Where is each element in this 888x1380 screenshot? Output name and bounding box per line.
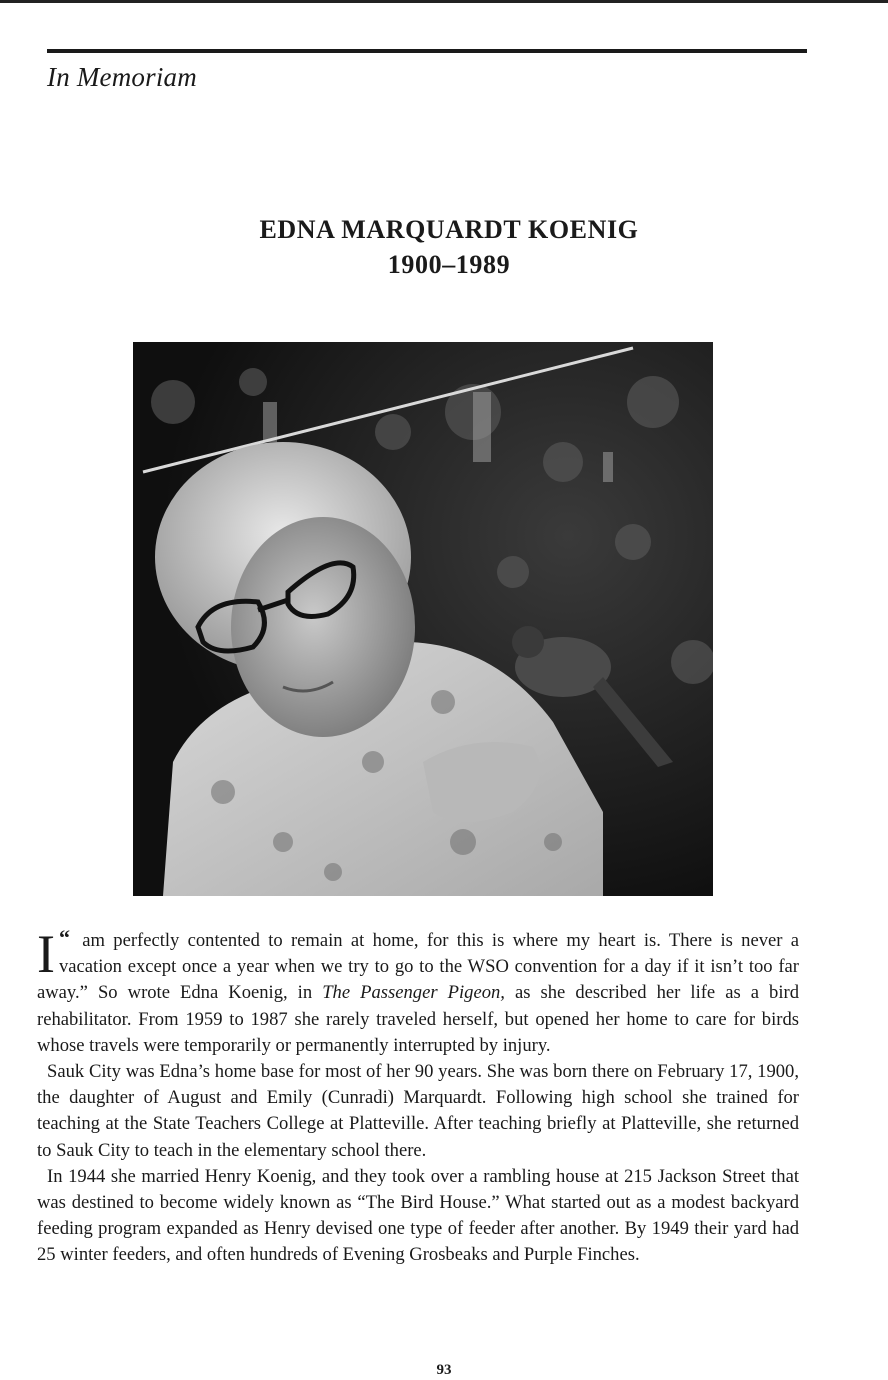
page-number: 93	[436, 1362, 452, 1378]
body-paragraph-2: Sauk City was Edna’s home base for most of her 90 years. She was born there on February 17, 1900, the daughter of August and Emily (Cunradi) Marquardt. Following high school she trained for teaching at the State Teachers College at Platteville. After teaching briefly at Platteville, she returned to Sauk City to teach in the elementary school there.	[37, 1061, 799, 1161]
body-paragraph-1	[37, 924, 800, 1059]
page-top-edge	[0, 0, 888, 3]
body-paragraph-1-text-a: am perfectly contented to remain at home, for this is where my heart is. There is never a vacation except once a year when we try to go to the WSO convention for a day if it isn’t too far away.” So wrote Edna Koenig, in	[37, 930, 799, 1004]
subject-name: EDNA MARQUARDT KOENIG	[259, 215, 639, 244]
body-paragraph-1-text-b: as she described her life as a bird rehabilitator. From 1959 to 1987 she rarely traveled herself, but opened her home to care for birds whose travels were temporarily or permanently interrupted by injury.	[37, 982, 800, 1056]
subject-years: 1900–1989	[387, 250, 511, 279]
section-label: In Memoriam	[47, 62, 197, 92]
opening-quote-mark: “	[58, 925, 70, 950]
header-rule	[47, 49, 807, 53]
portrait-photo-icon	[133, 342, 713, 896]
publication-title: The Passenger Pigeon,	[322, 982, 505, 1004]
article-title	[47, 212, 851, 282]
body-paragraph-3: In 1944 she married Henry Koenig, and they took over a rambling house at 215 Jackson Street that was destined to become widely known as “The Bird House.” What started out as a modest backyard feeding program expanded as Henry devised one type of feeder after another. By 1949 their yard had 25 winter feeders, and often hundreds of Evening Grosbeaks and Purple Finches.	[37, 1165, 799, 1266]
article-body	[37, 924, 800, 1269]
drop-cap: I	[37, 924, 55, 984]
portrait-photo	[133, 342, 713, 896]
